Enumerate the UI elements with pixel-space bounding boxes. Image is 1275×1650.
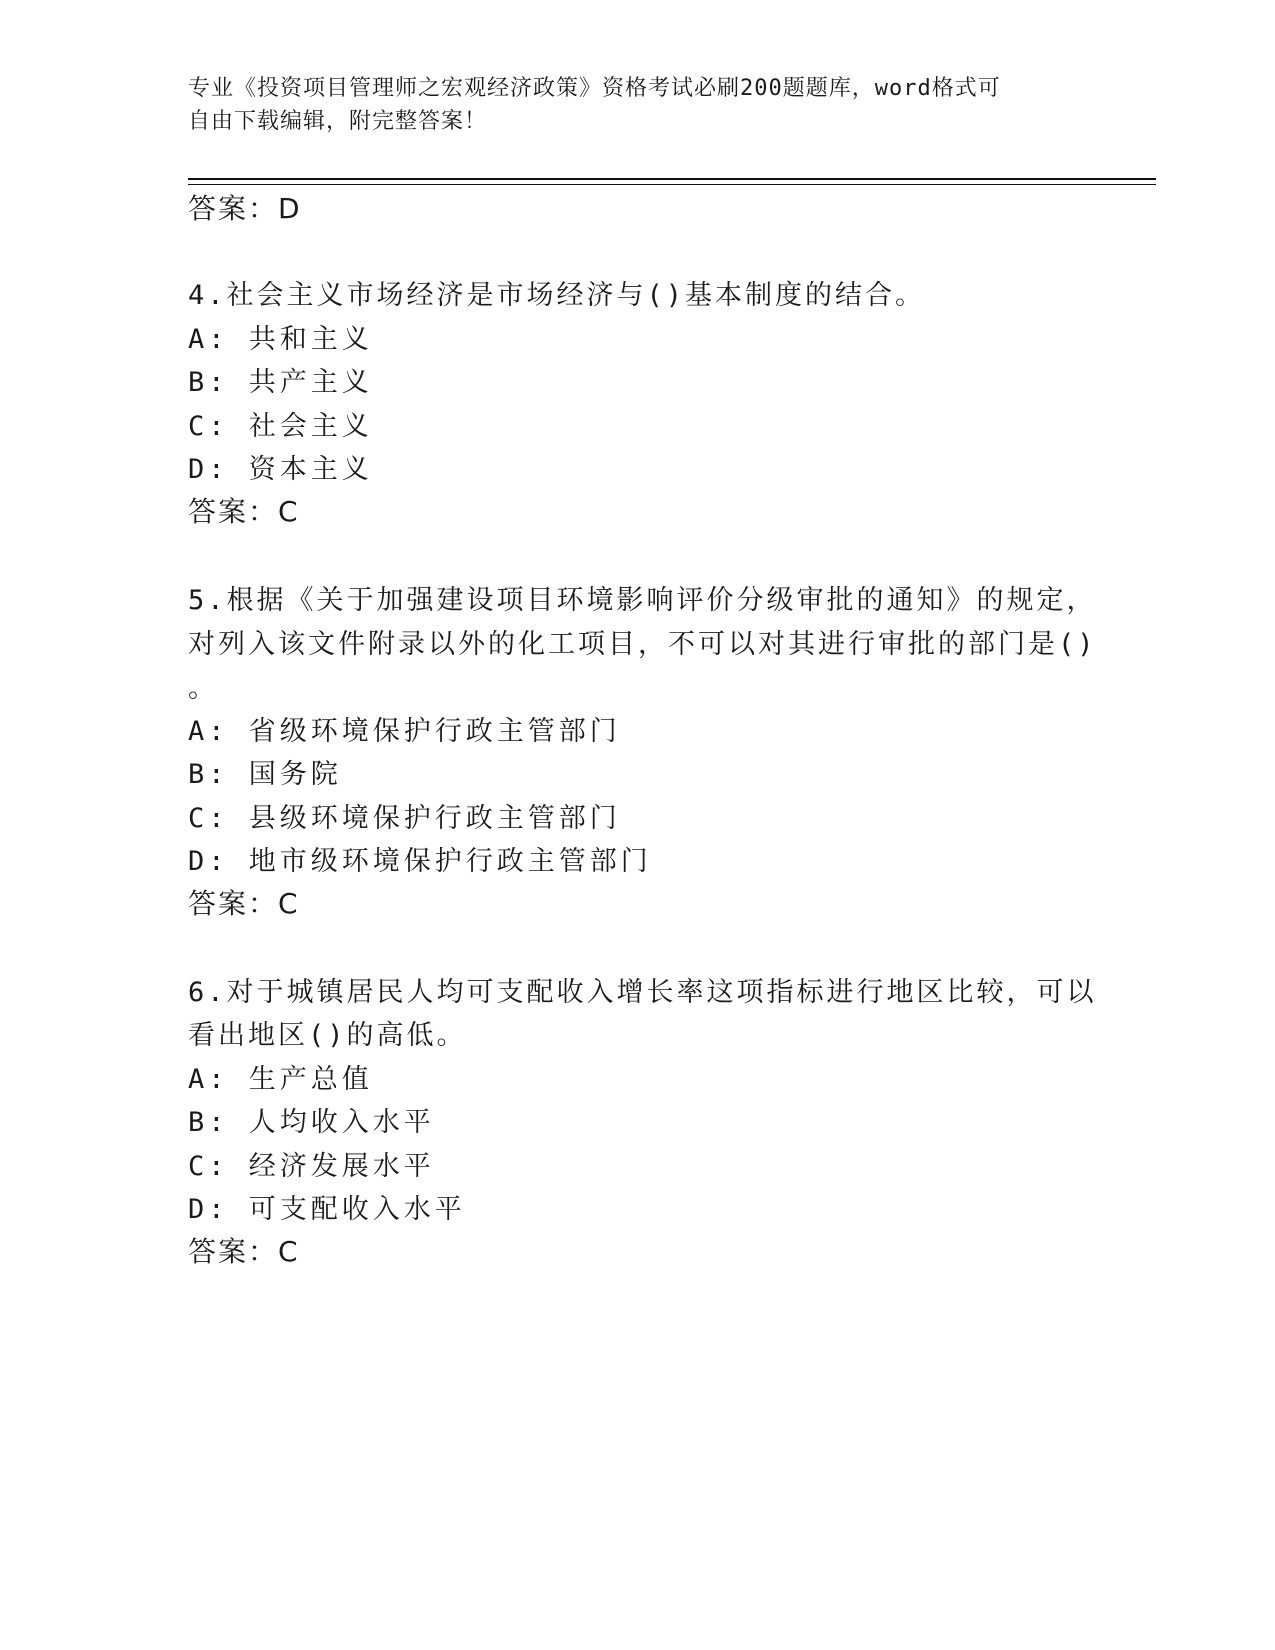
question-6-option-c: C: 经济发展水平 <box>188 1151 435 1182</box>
page-header <box>188 72 1068 138</box>
question-5-option-a: A: 省级环境保护行政主管部门 <box>188 716 621 747</box>
question-6-option-b: B: 人均收入水平 <box>188 1107 435 1138</box>
question-5-option-c: C: 县级环境保护行政主管部门 <box>188 803 621 834</box>
question-4-option-d: D: 资本主义 <box>188 454 373 485</box>
question-4-option-c: C: 社会主义 <box>188 411 373 442</box>
question-5-option-b: B: 国务院 <box>188 759 342 790</box>
header-line-2: 自由下载编辑，附完整答案！ <box>188 109 488 134</box>
question-6-option-d: D: 可支配收入水平 <box>188 1194 466 1225</box>
question-4-answer: 答案：C <box>188 495 300 528</box>
question-5-stem-line-2: 对列入该文件附录以外的化工项目，不可以对其进行审批的部门是() <box>188 629 1097 660</box>
header-rule-thin <box>188 184 1156 185</box>
header-line-1: 专业《投资项目管理师之宏观经济政策》资格考试必刷200题题库，word格式可 <box>188 76 1001 101</box>
question-4-stem: 4.社会主义市场经济是市场经济与()基本制度的结合。 <box>188 280 926 311</box>
question-6-option-a: A: 生产总值 <box>188 1064 373 1095</box>
header-rule <box>188 178 1156 180</box>
question-4-option-b: B: 共产主义 <box>188 367 373 398</box>
question-5-stem-line-1: 5.根据《关于加强建设项目环境影响评价分级审批的通知》的规定， <box>188 585 1097 616</box>
question-5-option-d: D: 地市级环境保护行政主管部门 <box>188 846 652 877</box>
question-6-stem-line-2: 看出地区()的高低。 <box>188 1020 467 1051</box>
answer-prev: 答案：D <box>188 192 302 225</box>
question-4-option-a: A: 共和主义 <box>188 324 373 355</box>
question-6-stem-line-1: 6.对于城镇居民人均可支配收入增长率这项指标进行地区比较，可以 <box>188 977 1097 1008</box>
question-5-stem-line-3: 。 <box>188 673 218 704</box>
question-5-answer: 答案：C <box>188 887 300 920</box>
question-6-answer: 答案：C <box>188 1235 300 1268</box>
